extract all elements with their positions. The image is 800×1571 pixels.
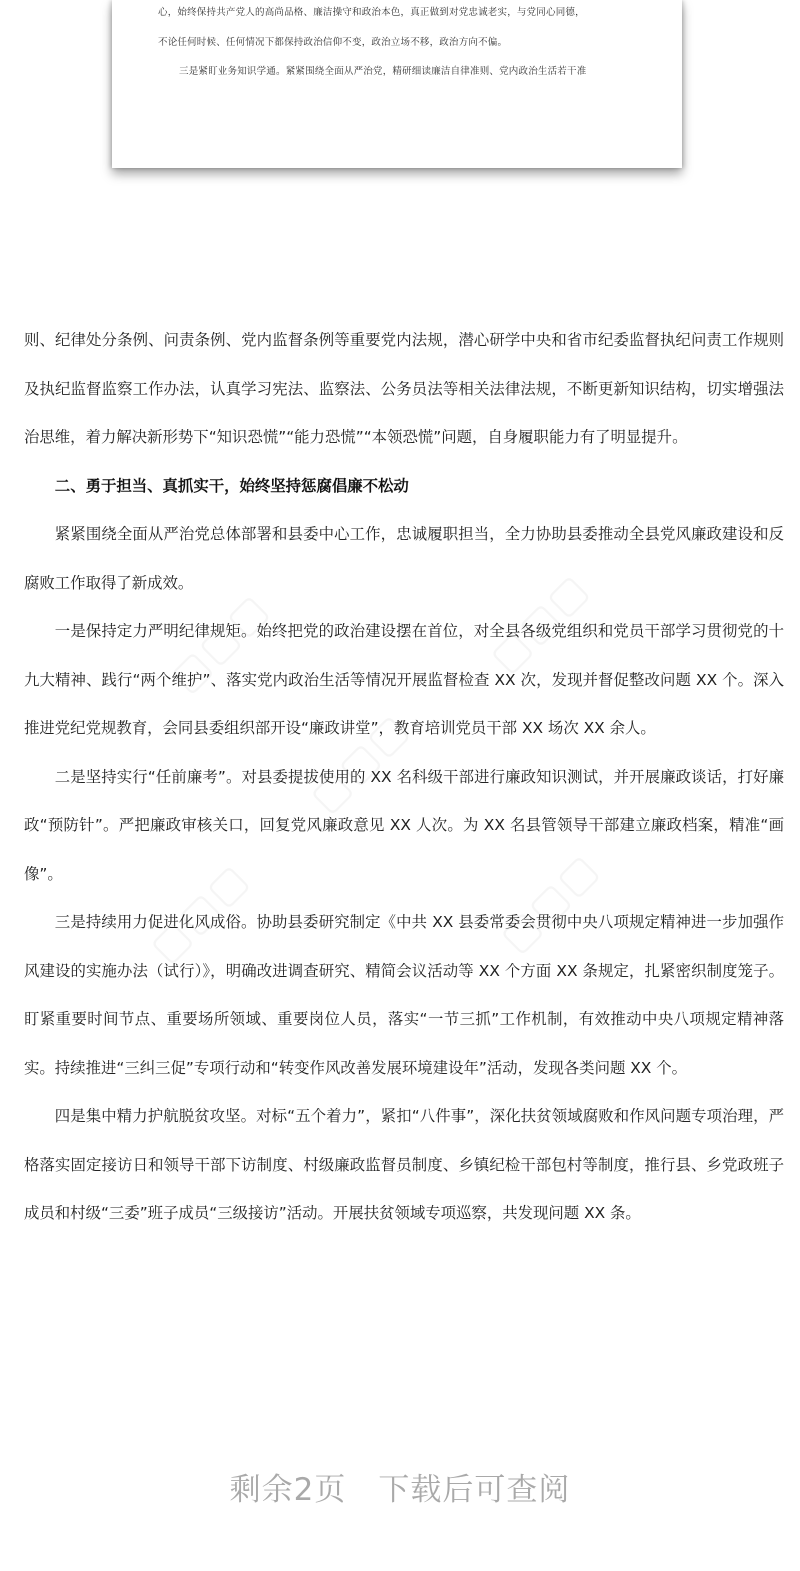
section-heading: 二、勇于担当、真抓实干，始终坚持惩腐倡廉不松动 (54, 476, 409, 495)
paragraph: 二是坚持实行“任前廉考”。对县委提拔使用的 XX 名科级干部进行廉政知识测试，并开展廉政谈话，打好廉政“预防针”。严把廉政审核关口，回复党风廉政意见 XX 人次。为 XX 名县管领导干部建立廉政档案，精准“画像”。 (24, 767, 784, 883)
preview-line: 不论任何时候、任何情况下都保持政治信仰不变，政治立场不移，政治方向不偏。 (158, 37, 508, 48)
paragraph: 紧紧围绕全面从严治党总体部署和县委中心工作，忠诚履职担当，全力协助县委推动全县党风廉政建设和反腐败工作取得了新成效。 (24, 525, 784, 592)
paragraph: 四是集中精力护航脱贫攻坚。对标“五个着力”，紧扣“八件事”，深化扶贫领域腐败和作风问题专项治理，严格落实固定接访日和领导干部下访制度、村级廉政监督员制度、乡镇纪检干部包村等制度，推行县、乡党政班子成员和村级“三委”班子成员“三级接访”活动。开展扶贫领域专项巡察，共发现问题 XX 条。 (24, 1107, 784, 1222)
paragraph: 三是持续用力促进化风成俗。协助县委研究制定《中共 XX 县委常委会贯彻中央八项规定精神进一步加强作风建设的实施办法（试行）》，明确改进调查研究、精简会议活动等 XX 个方面 XX 条规定，扎紧密织制度笼子。盯紧重要时间节点、重要场所领域、重要岗位人员，落实“一节三抓”工作机制，有效推动中央八项规定精神落实。持续推进“三纠三促”专项行动和“转变作风改善发展环境建设年”活动，发现各类问题 XX 个。 (24, 913, 784, 1077)
preview-line: 心，始终保持共产党人的高尚品格、廉洁操守和政治本色，真正做到对党忠诚老实，与党同心同德， (158, 7, 585, 18)
preview-line: 三是紧盯业务知识学通。紧紧围绕全面从严治党，精研细读廉洁自律准则、党内政治生活若干准 (179, 66, 587, 77)
document-preview-card (112, 0, 682, 168)
remaining-pages-notice[interactable]: 剩余2页 下载后可查阅 (229, 1472, 571, 1508)
document-body (24, 316, 784, 1238)
paragraph: 一是保持定力严明纪律规矩。始终把党的政治建设摆在首位，对全县各级党组织和党员干部学习贯彻党的十九大精神、践行“两个维护”、落实党内政治生活等情况开展监督检查 XX 次，发现并督促整改问题 XX 个。深入推进党纪党规教育，会同县委组织部开设“廉政讲堂”，教育培训党员干部 XX 场次 XX 余人。 (24, 622, 784, 737)
paragraph: 则、纪律处分条例、问责条例、党内监督条例等重要党内法规，潜心研学中央和省市纪委监督执纪问责工作规则及执纪监督监察工作办法，认真学习宪法、监察法、公务员法等相关法律法规，不断更新知识结构，切实增强法治思维，着力解决新形势下“知识恐慌”“能力恐慌”“本领恐慌”问题，自身履职能力有了明显提升。 (24, 331, 784, 446)
